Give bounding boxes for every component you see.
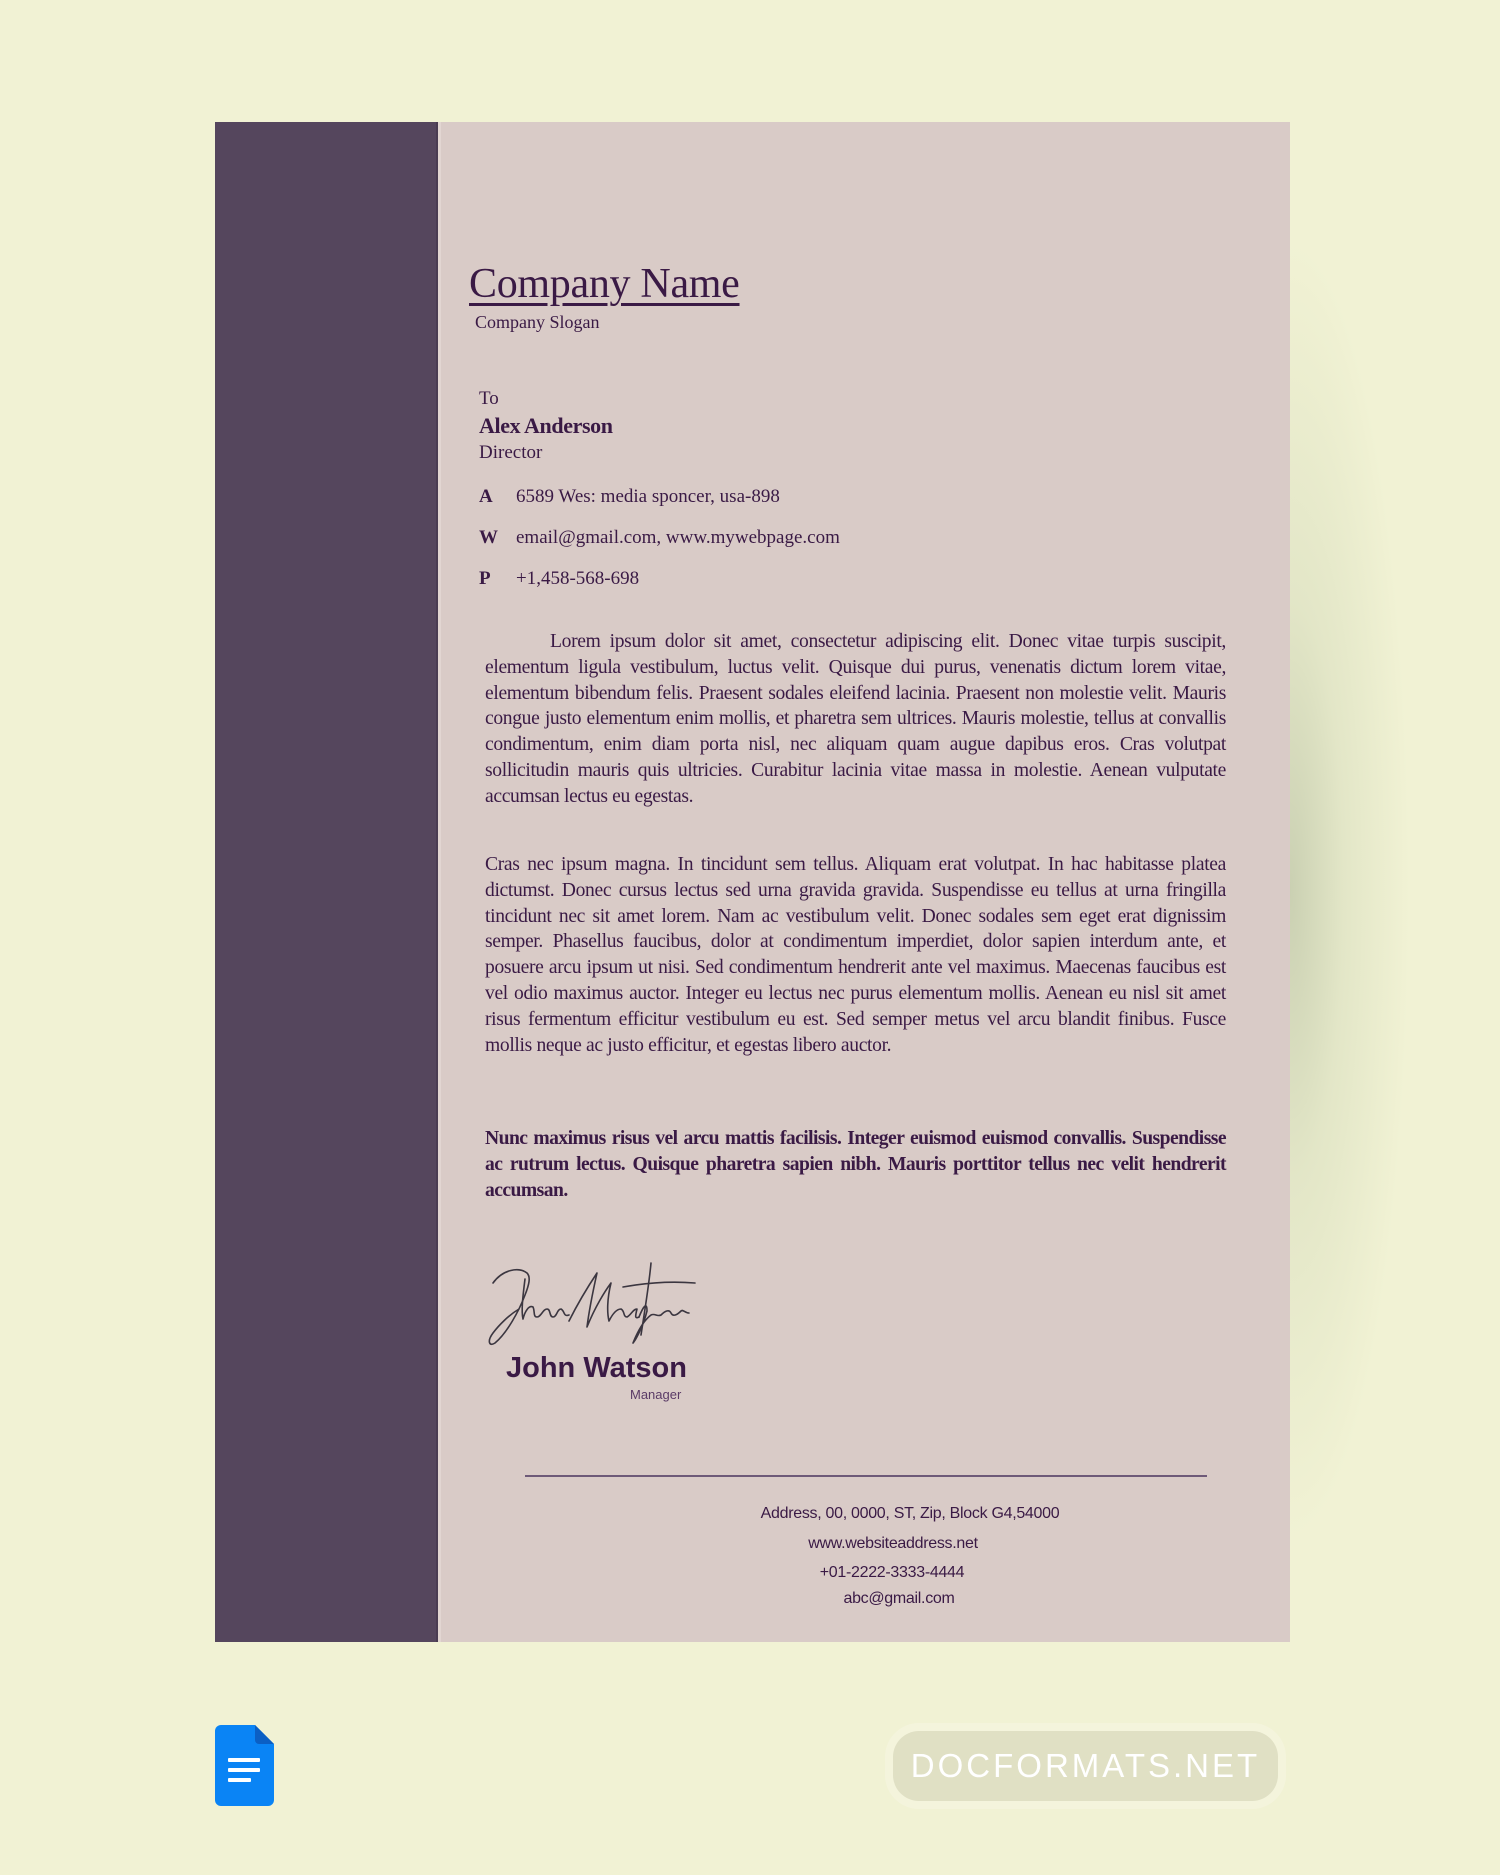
footer-website[interactable]: www.websiteaddress.net [808,1535,978,1552]
address-label: A [479,486,493,507]
phone-label: P [479,568,491,589]
footer-email[interactable]: abc@gmail.com [843,1590,955,1607]
contact-address-row [479,486,780,508]
handwritten-signature-icon [485,1255,700,1350]
body-paragraph-3: Nunc maximus risus vel arcu mattis facilisis. Integer euismod euismod convallis. Suspendisse ac rutrum lectus. Quisque pharetra sapien nibh. Mauris porttitor tellus nec velit hendrerit accumsan. [485,1128,1226,1201]
recipient-name: Alex Anderson [479,413,613,438]
footer-phone: +01-2222-3333-4444 [819,1564,965,1581]
footer-address: Address, 00, 0000, ST, Zip, Block G4,54000 [760,1505,1060,1522]
body-paragraph-1: Lorem ipsum dolor sit amet, consectetur adipiscing elit. Donec vitae turpis suscipit, elementum ligula vestibulum, luctus velit. Quisque dui purus, venenatis dictum lorem vitae, elementum bibendum felis. Praesent sodales eleifend lacinia. Praesent non molestie velit. Mauris congue justo elementum enim mollis, et pharetra sem ultrices. Mauris molestie, tellus at convallis condimentum, enim diam porta nisl, nec aliquam quam augue dapibus eros. Cras volutpat sollicitudin mauris quis ultricies. Curabitur lacinia vitae massa in molestie. Aenean vulputate accumsan lectus eu egestas. [485,631,1226,807]
google-docs-icon[interactable] [215,1725,274,1806]
contact-web-row [479,527,840,549]
company-slogan: Company Slogan [475,312,600,332]
address-value: 6589 Wes: media sponcer, usa-898 [516,486,780,507]
signer-name: John Watson [506,1352,687,1384]
phone-value: +1,458-568-698 [516,568,640,589]
letterhead-page [215,122,1290,1642]
body-paragraph-2: Cras nec ipsum magna. In tincidunt sem tellus. Aliquam erat volutpat. In hac habitasse platea dictumst. Donec cursus lectus sed urna gravida gravida. Suspendisse eu tellus at urna fringilla tincidunt nec sit amet lorem. Nam ac vestibulum velit. Donec sodales sem eget erat dignissim semper. Phasellus faucibus, dolor at condimentum imperdiet, dolor sapien interdum ante, et posuere arcu ipsum ut nisi. Sed condimentum hendrerit ante vel maximus. Maecenas faucibus est vel odio maximus auctor. Integer eu lectus nec purus elementum mollis. Aenean eu nisl sit amet risus fermentum efficitur vestibulum eu est. Sed semper metus vel arcu blandit finibus. Fusce mollis neque ac justo efficitur, et egestas libero auctor. [485,854,1226,1056]
contact-phone-row [479,568,639,590]
sidebar-band [215,122,438,1642]
web-label: W [479,527,498,548]
signer-title: Manager [630,1387,682,1402]
company-name: Company Name [469,261,740,307]
recipient-title: Director [479,442,543,463]
footer-divider [525,1475,1207,1477]
page-curl-shadow [1290,240,1440,1540]
to-label: To [479,388,499,409]
docformats-watermark-badge: DOCFORMATS.NET [893,1731,1278,1801]
web-value: email@gmail.com, www.mywebpage.com [516,527,840,548]
sidebar-edge-highlight [438,122,441,1642]
